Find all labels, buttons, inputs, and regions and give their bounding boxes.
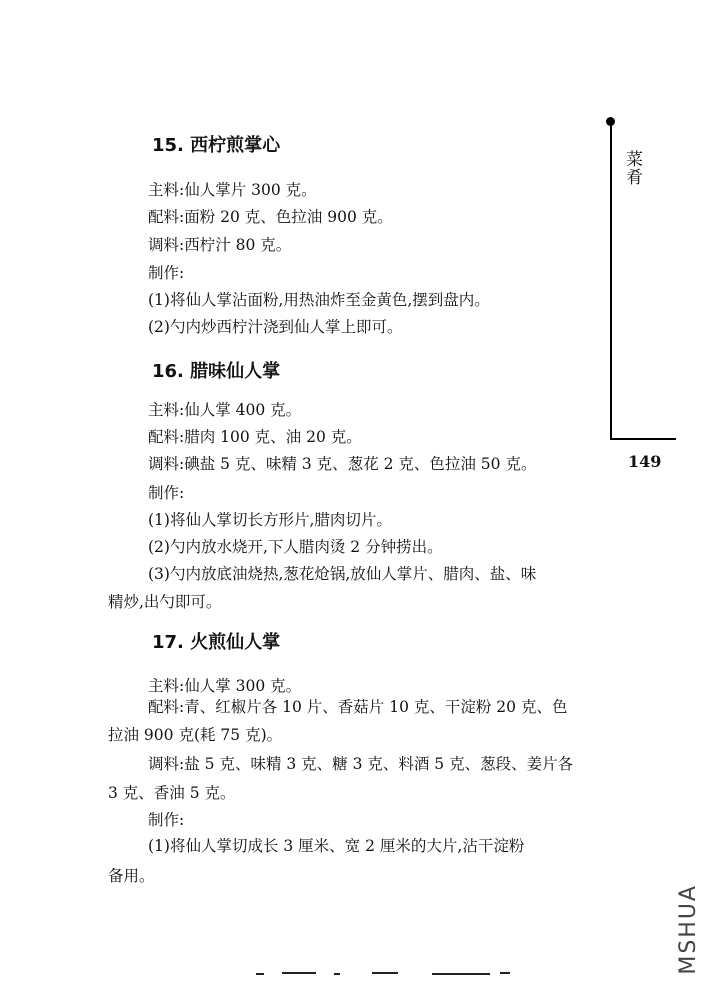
section-15-title: 15. 西柠煎掌心 [152, 135, 281, 156]
section-16-line-7: (3)勺内放底油烧热,葱花炝锅,放仙人掌片、腊肉、盐、味 [148, 565, 537, 583]
section-15-line-3: 调料:西柠汁 80 克。 [148, 236, 292, 254]
section-15-line-4: 制作: [148, 264, 185, 282]
section-17-line-6: 制作: [148, 811, 185, 829]
watermark: MSHUA [676, 884, 701, 975]
section-15-line-1: 主料:仙人掌片 300 克。 [148, 181, 317, 199]
section-17-title: 17. 火煎仙人掌 [152, 632, 281, 653]
scan-artifact-dash [372, 972, 398, 974]
margin-horizontal-rule [610, 438, 676, 440]
margin-vertical-rule [610, 124, 612, 440]
section-17-line-4: 调料:盐 5 克、味精 3 克、糖 3 克、料酒 5 克、葱段、姜片各 [148, 755, 574, 773]
section-16-line-8: 精炒,出勺即可。 [108, 593, 222, 611]
section-label-vertical: 菜肴 [622, 150, 642, 186]
section-17-line-7: (1)将仙人掌切成长 3 厘米、宽 2 厘米的大片,沾干淀粉 [148, 837, 525, 855]
section-16-title: 16. 腊味仙人掌 [152, 361, 281, 382]
scan-artifact-dash [256, 973, 264, 975]
section-15-line-2: 配料:面粉 20 克、色拉油 900 克。 [148, 208, 393, 226]
page-number: 149 [628, 452, 662, 471]
section-16-line-3: 调料:碘盐 5 克、味精 3 克、葱花 2 克、色拉油 50 克。 [148, 455, 537, 473]
section-17-line-1: 主料:仙人掌 300 克。 [148, 677, 302, 695]
scan-artifact-dash [432, 973, 490, 975]
section-16-line-1: 主料:仙人掌 400 克。 [148, 401, 302, 419]
section-17-line-3: 拉油 900 克(耗 75 克)。 [108, 726, 283, 744]
section-16-line-2: 配料:腊肉 100 克、油 20 克。 [148, 428, 362, 446]
section-16-line-5: (1)将仙人掌切长方形片,腊肉切片。 [148, 511, 392, 529]
scan-artifact-dash [500, 972, 510, 974]
scan-artifact-dash [334, 973, 340, 975]
section-15-line-6: (2)勺内炒西柠汁浇到仙人掌上即可。 [148, 318, 403, 336]
section-17-line-8: 备用。 [108, 867, 155, 885]
section-17-line-5: 3 克、香油 5 克。 [108, 784, 236, 802]
section-16-line-4: 制作: [148, 484, 185, 502]
section-15-line-5: (1)将仙人掌沾面粉,用热油炸至金黄色,摆到盘内。 [148, 291, 490, 309]
section-16-line-6: (2)勺内放水烧开,下人腊肉烫 2 分钟捞出。 [148, 538, 443, 556]
section-17-line-2: 配料:青、红椒片各 10 片、香菇片 10 克、干淀粉 20 克、色 [148, 698, 568, 716]
scan-artifact-dash [282, 972, 316, 974]
